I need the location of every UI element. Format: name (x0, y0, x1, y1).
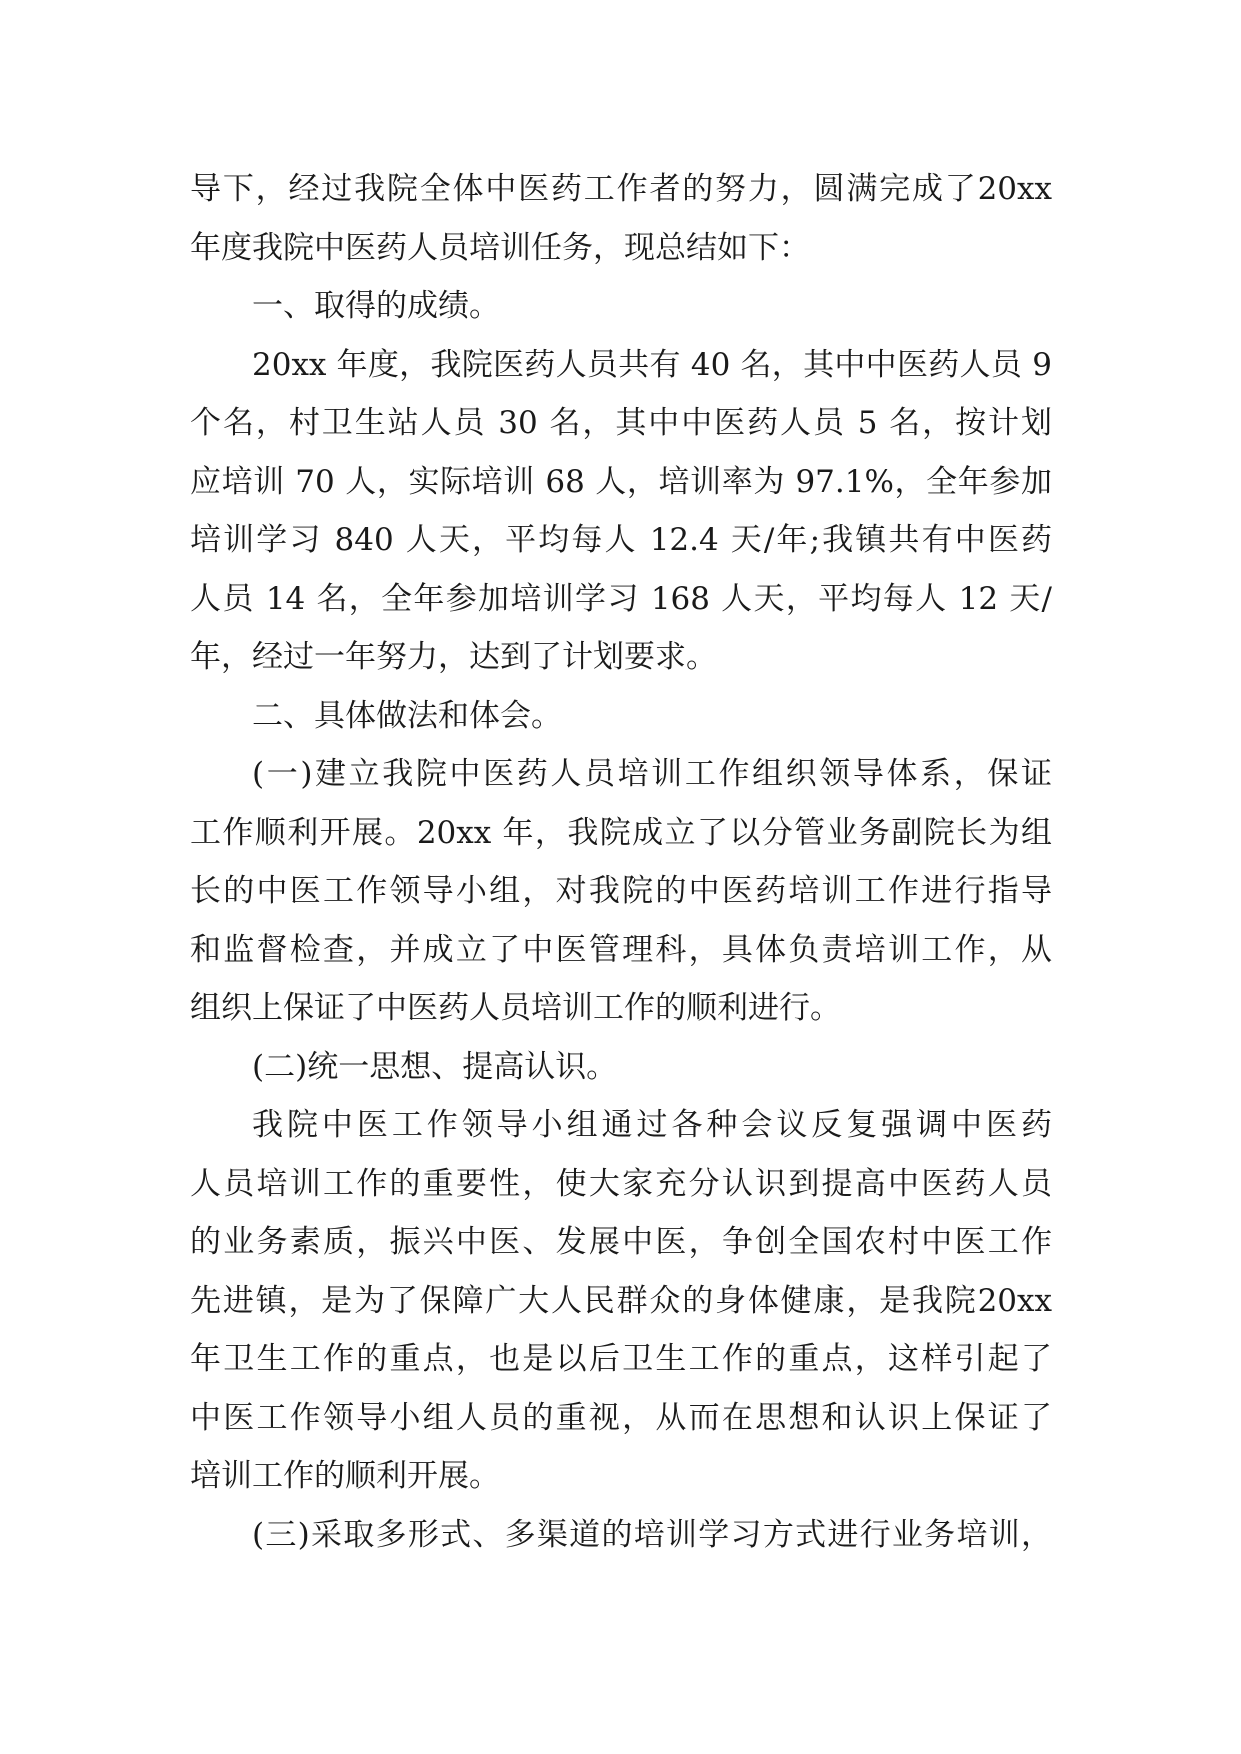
text-line: 导下，经过我院全体中医药工作者的努力，圆满完成了20xx (190, 171, 1052, 207)
text-line: 组织上保证了中医药人员培训工作的顺利进行。 (190, 990, 841, 1026)
text-line: (一)建立我院中医药人员培训工作组织领导体系，保证 (252, 756, 1052, 792)
text-line: 我院中医工作领导小组通过各种会议反复强调中医药 (252, 1107, 1052, 1143)
text-line: 20xx 年度，我院医药人员共有 40 名，其中中医药人员 9 (252, 346, 1052, 383)
text-line: 长的中医工作领导小组，对我院的中医药培训工作进行指导 (190, 873, 1052, 909)
text-line: 中医工作领导小组人员的重视，从而在思想和认识上保证了 (190, 1399, 1052, 1436)
text-line: 应培训 70 人，实际培训 68 人，培训率为 97.1%，全年参加 (190, 463, 1052, 500)
subsection-heading: (二)统一思想、提高认识。 (252, 1048, 618, 1085)
section-heading: 二、具体做法和体会。 (252, 697, 562, 734)
text-line: 年卫生工作的重点，也是以后卫生工作的重点，这样引起了 (190, 1341, 1052, 1377)
text-line: 和监督检查，并成立了中医管理科，具体负责培训工作，从 (190, 931, 1052, 968)
document-body (190, 160, 1052, 1564)
text-line: 个名，村卫生站人员 30 名，其中中医药人员 5 名，按计划 (190, 405, 1052, 441)
text-line: 先进镇，是为了保障广大人民群众的身体健康，是我院20xx (190, 1282, 1052, 1319)
section-heading: 一、取得的成绩。 (252, 288, 500, 324)
text-line: 人员 14 名，全年参加培训学习 168 人天，平均每人 12 天/ (190, 580, 1052, 617)
text-line: 的业务素质，振兴中医、发展中医，争创全国农村中医工作 (190, 1224, 1052, 1260)
text-line: (三)采取多形式、多渠道的培训学习方式进行业务培训， (252, 1516, 1052, 1553)
text-line: 工作顺利开展。20xx 年，我院成立了以分管业务副院长为组 (190, 814, 1052, 851)
text-line: 培训学习 840 人天，平均每人 12.4 天/年;我镇共有中医药 (190, 522, 1052, 558)
text-line: 年，经过一年努力，达到了计划要求。 (190, 639, 717, 675)
text-line: 年度我院中医药人员培训任务，现总结如下： (190, 229, 810, 266)
text-line: 培训工作的顺利开展。 (190, 1458, 500, 1494)
text-line: 人员培训工作的重要性，使大家充分认识到提高中医药人员 (190, 1165, 1052, 1202)
